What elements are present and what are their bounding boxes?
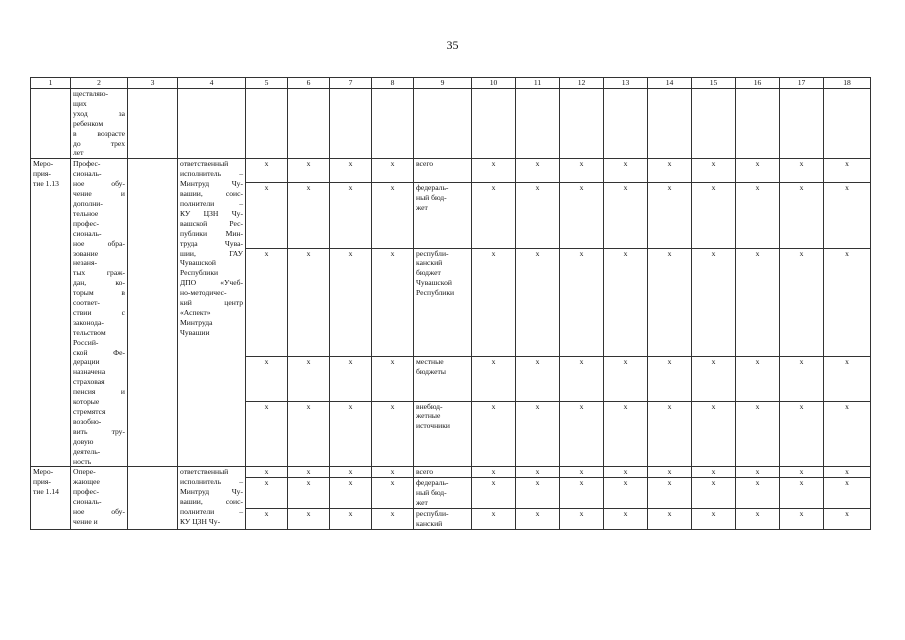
value-cell: х [330,467,372,478]
funding-source [414,467,472,478]
event-executors-line: исполнитель – [180,169,243,179]
event-title-line: Меро- [33,159,54,169]
column-number: 4 [178,78,246,89]
value-cell: х [560,509,604,530]
funding-source-line: канский [416,258,443,268]
value-cell: х [516,248,560,356]
event-description-line: деятель- [73,446,101,456]
value-cell: х [246,401,288,467]
value-cell: х [692,467,736,478]
event-title [31,467,71,529]
value-cell: х [692,401,736,467]
event-executors-line: Минтруд Чу- [180,487,243,497]
event-executors-line: Чувашии [180,327,210,337]
event-description-line: ное обу- [73,507,125,517]
event-description-line: тельством [73,327,106,337]
funding-source-line: местные [416,356,444,366]
funding-source-line: внебюд- [416,401,443,411]
value-cell: х [736,356,780,401]
funding-source-line: федераль- [416,182,449,192]
event-description [71,159,128,467]
event-description-line: вить тру- [73,426,125,436]
event-title-line: прия- [33,477,51,487]
value-cell: х [780,467,824,478]
empty-cell [128,467,178,529]
value-cell: х [780,509,824,530]
value-cell: х [330,248,372,356]
header-row [31,78,871,89]
funding-source [414,478,472,509]
column-number: 18 [824,78,871,89]
value-cell: х [780,478,824,509]
event-executors-line: труда Чува- [180,238,243,248]
continued-description-line: до трех [73,138,125,148]
funding-source [414,401,472,467]
value-cell: х [516,182,560,248]
event-description-line: профес- [73,218,100,228]
event-executors [178,159,246,467]
event-description-line: соответ- [73,298,100,308]
value-cell: х [692,182,736,248]
event-title-line: Меро- [33,467,54,477]
value-cell: х [648,182,692,248]
column-number: 2 [71,78,128,89]
column-number: 10 [472,78,516,89]
value-cell: х [736,509,780,530]
funding-source-line: бюджеты [416,366,446,376]
value-cell: х [472,356,516,401]
table-row [31,159,871,182]
value-cell: х [246,509,288,530]
value-cell: х [288,401,330,467]
column-number: 8 [372,78,414,89]
value-cell: х [288,478,330,509]
event-description-line: жающее [73,477,100,487]
value-cell: х [692,509,736,530]
value-cell: х [780,159,824,182]
value-cell: х [780,248,824,356]
empty-cell [178,89,246,159]
value-cell: х [824,356,871,401]
value-cell: х [604,356,648,401]
event-description-line: сиональ- [73,228,102,238]
event-executors-line: вашии, соис- [180,189,243,199]
continued-description-line: ребенком [73,118,104,128]
value-cell: х [824,467,871,478]
value-cell: х [472,248,516,356]
funding-source-line: бюджет [416,268,441,278]
funding-source [414,182,472,248]
value-cell: х [516,356,560,401]
value-cell: х [692,159,736,182]
empty-cell [560,89,604,159]
column-number: 14 [648,78,692,89]
value-cell: х [824,159,871,182]
value-cell: х [472,401,516,467]
event-executors-line: но-методичес- [180,288,227,298]
value-cell: х [288,248,330,356]
value-cell: х [472,182,516,248]
funding-source [414,248,472,356]
value-cell: х [824,182,871,248]
value-cell: х [246,356,288,401]
column-number: 17 [780,78,824,89]
event-title-line: тие 1.14 [33,487,59,497]
event-description-line: незаня- [73,258,97,268]
event-description-line: назначена [73,367,106,377]
value-cell: х [560,401,604,467]
event-executors-line: КУ ЦЗН Чу- [180,208,243,218]
value-cell: х [648,478,692,509]
empty-cell [692,89,736,159]
value-cell: х [736,401,780,467]
event-executors-line: КУ ЦЗН Чу- [180,516,221,526]
value-cell: х [372,467,414,478]
continued-description-line: щих [73,98,87,108]
value-cell: х [372,248,414,356]
value-cell: х [246,182,288,248]
event-description-line: Россий- [73,337,99,347]
funding-source-line: Чувашской [416,278,452,288]
funding-source-line: источники [416,421,450,431]
value-cell: х [604,478,648,509]
continuation-row [31,89,871,159]
value-cell: х [648,159,692,182]
empty-cell [414,89,472,159]
event-description-line: ное обра- [73,238,125,248]
event-description-line: тельное [73,208,99,218]
empty-cell [736,89,780,159]
value-cell: х [372,401,414,467]
empty-cell [648,89,692,159]
event-description-line: пенсия и [73,387,125,397]
event-executors-line: ответственный [180,467,229,477]
event-executors-line: полнители – [180,198,243,208]
value-cell: х [516,159,560,182]
event-description-line: ствии с [73,307,125,317]
value-cell: х [330,356,372,401]
column-number: 11 [516,78,560,89]
value-cell: х [472,467,516,478]
event-title [31,159,71,467]
event-description-line: Профес- [73,159,101,169]
value-cell: х [372,478,414,509]
event-executors-line: ответственный [180,159,229,169]
funding-source [414,509,472,530]
event-description-line: зование [73,248,99,258]
value-cell: х [516,478,560,509]
event-description-line: дополни- [73,198,103,208]
value-cell: х [288,356,330,401]
table-row [31,467,871,478]
column-number: 3 [128,78,178,89]
value-cell: х [736,182,780,248]
value-cell: х [516,467,560,478]
empty-cell [128,89,178,159]
event-executors-line: Минтруд Чу- [180,179,243,189]
event-executors-line: Республики [180,268,219,278]
column-number: 15 [692,78,736,89]
event-executors-line: шии, ГАУ [180,248,243,258]
value-cell: х [736,248,780,356]
value-cell: х [372,356,414,401]
column-number: 6 [288,78,330,89]
value-cell: х [288,159,330,182]
continued-description-line: лет [73,148,84,158]
event-description-line: довую [73,436,94,446]
value-cell: х [604,248,648,356]
event-title-line: прия- [33,169,51,179]
event-description-line: чение и [73,189,125,199]
empty-cell [472,89,516,159]
value-cell: х [648,248,692,356]
event-executors-line: «Аспект» [180,307,211,317]
event-description-line: профес- [73,487,100,497]
empty-cell [604,89,648,159]
value-cell: х [330,182,372,248]
event-description-line: чение и [73,516,98,526]
event-description-line: законода- [73,317,104,327]
value-cell: х [246,467,288,478]
value-cell: х [560,356,604,401]
value-cell: х [824,248,871,356]
funding-source-line: всего [416,159,434,169]
value-cell: х [648,356,692,401]
value-cell: х [330,509,372,530]
program-table [30,77,871,530]
value-cell: х [472,478,516,509]
event-description-line: сиональ- [73,497,102,507]
value-cell: х [560,467,604,478]
event-description-line: ное обу- [73,179,125,189]
value-cell: х [824,401,871,467]
event-executors-line: исполнитель – [180,477,243,487]
value-cell: х [736,478,780,509]
value-cell: х [330,159,372,182]
value-cell: х [372,182,414,248]
column-number: 1 [31,78,71,89]
value-cell: х [736,159,780,182]
empty-cell [516,89,560,159]
event-description-line: стремятся [73,407,106,416]
value-cell: х [780,401,824,467]
event-executors-line: публики Мин- [180,228,243,238]
continued-description-line: в возрасте [73,128,125,138]
empty-cell [330,89,372,159]
event-description [71,467,128,529]
column-number: 5 [246,78,288,89]
value-cell: х [648,509,692,530]
value-cell: х [288,509,330,530]
value-cell: х [472,509,516,530]
value-cell: х [648,467,692,478]
event-executors-line: Чувашской [180,258,216,268]
funding-source [414,159,472,182]
value-cell: х [472,159,516,182]
page-number: 35 [446,38,459,52]
event-executors-line: полнители – [180,507,243,517]
value-cell: х [692,248,736,356]
value-cell: х [372,159,414,182]
value-cell: х [246,159,288,182]
value-cell: х [246,248,288,356]
column-number: 7 [330,78,372,89]
value-cell: х [604,401,648,467]
funding-source [414,356,472,401]
funding-source-line: ный бюд- [416,192,447,202]
funding-source-line: федераль- [416,478,449,488]
funding-source-line: ный бюд- [416,488,447,498]
value-cell: х [648,401,692,467]
value-cell: х [604,182,648,248]
funding-source-line: жет [416,498,428,508]
event-executors-line: вашии, соис- [180,497,243,507]
value-cell: х [560,478,604,509]
funding-source-line: Республики [416,288,455,298]
funding-source-line: всего [416,467,434,477]
event-description-line: торым в [73,288,125,298]
value-cell: х [288,182,330,248]
value-cell: х [692,478,736,509]
event-description-line: Опере- [73,467,96,477]
event-executors-line: Минтруда [180,317,213,327]
value-cell: х [736,467,780,478]
funding-source-line: жет [416,202,428,212]
column-number: 13 [604,78,648,89]
funding-source-line: жетные [416,411,441,421]
event-description-line: страховая [73,377,105,387]
event-description-line: ской Фе- [73,347,125,357]
value-cell: х [604,159,648,182]
event-executors-line: кий центр [180,298,243,308]
value-cell: х [604,467,648,478]
value-cell: х [560,248,604,356]
event-description-line: сиональ- [73,169,102,179]
empty-cell [128,159,178,467]
value-cell: х [692,356,736,401]
value-cell: х [516,509,560,530]
event-description-line: которые [73,397,100,407]
value-cell: х [604,509,648,530]
column-number: 9 [414,78,472,89]
event-executors [178,467,246,529]
continued-description [71,89,128,159]
empty-cell [780,89,824,159]
event-executors-line: ДПО «Учеб- [180,278,243,288]
funding-source-line: канский [416,518,443,528]
value-cell: х [780,356,824,401]
value-cell: х [560,159,604,182]
column-number: 12 [560,78,604,89]
value-cell: х [288,467,330,478]
value-cell: х [824,509,871,530]
value-cell: х [516,401,560,467]
value-cell: х [560,182,604,248]
event-description-line: дан, ко- [73,278,125,288]
event-title-line: тие 1.13 [33,179,59,189]
funding-source-line: республи- [416,509,449,519]
funding-source-line: республи- [416,248,449,258]
event-description-line: тых граж- [73,268,125,278]
value-cell: х [780,182,824,248]
value-cell: х [330,478,372,509]
event-description-line: ность [73,456,92,466]
empty-cell [288,89,330,159]
event-description-line: дерации [73,357,100,367]
value-cell: х [824,478,871,509]
event-description-line: возобно- [73,416,102,426]
empty-cell [372,89,414,159]
event-executors-line: вашской Рес- [180,218,243,228]
value-cell: х [330,401,372,467]
value-cell: х [246,478,288,509]
empty-cell [246,89,288,159]
continued-description-line: уход за [73,108,125,118]
empty-cell [31,89,71,159]
empty-cell [824,89,871,159]
column-number: 16 [736,78,780,89]
value-cell: х [372,509,414,530]
continued-description-line: ществляю- [73,89,109,98]
